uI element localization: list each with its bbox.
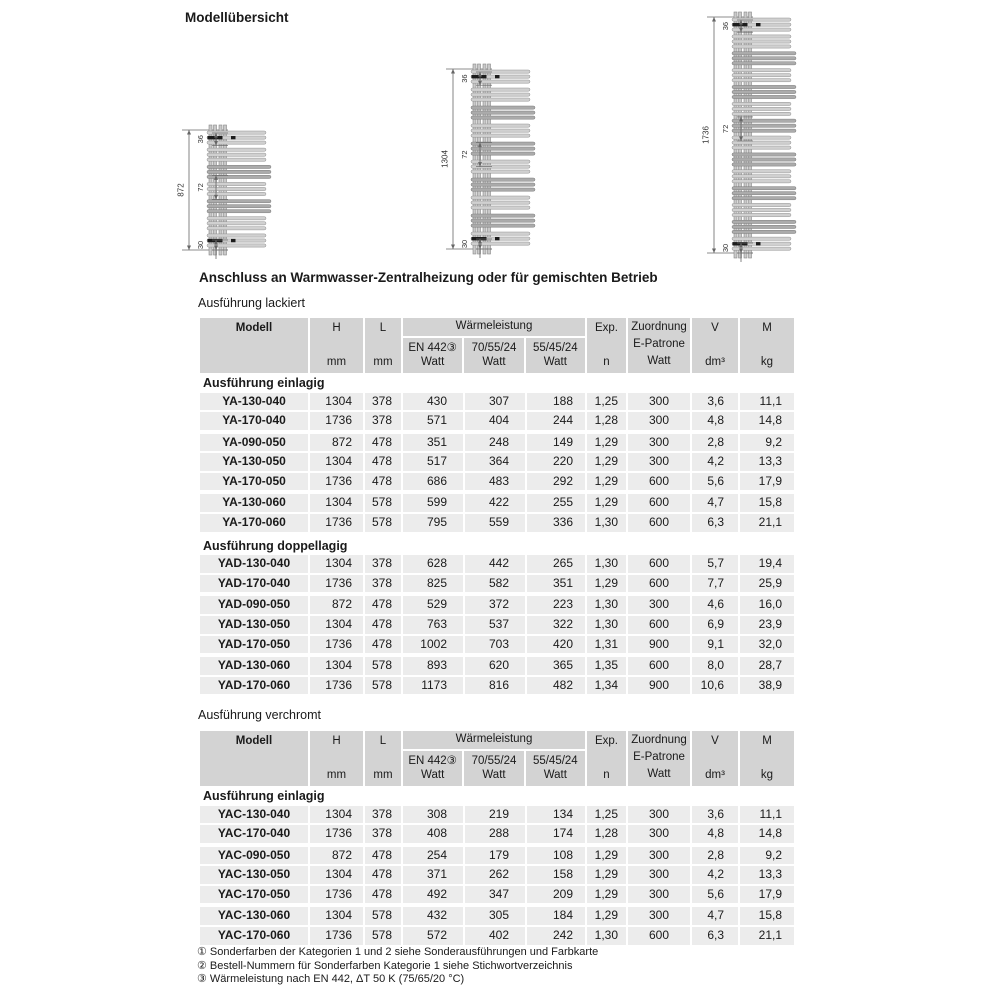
header-cell-exp: Exp. n bbox=[587, 731, 628, 786]
header-cell-zuordnung: Zuordnung E-Patrone Watt bbox=[628, 731, 692, 786]
value-cell: 795 bbox=[403, 514, 465, 532]
value-cell: 582 bbox=[465, 575, 527, 593]
value-cell: 1,29 bbox=[587, 907, 628, 925]
value-cell: 351 bbox=[527, 575, 587, 593]
value-cell: 1304 bbox=[310, 393, 365, 411]
value-cell: 17,9 bbox=[740, 886, 796, 904]
value-cell: 1,29 bbox=[587, 575, 628, 593]
table-header bbox=[200, 318, 796, 373]
value-cell: 1736 bbox=[310, 575, 365, 593]
value-cell: 2,8 bbox=[692, 434, 740, 452]
value-cell: 478 bbox=[365, 886, 403, 904]
table-row bbox=[200, 657, 796, 675]
value-cell: 1736 bbox=[310, 636, 365, 654]
svg-text:872: 872 bbox=[176, 183, 186, 197]
model-cell: YAD-130-060 bbox=[200, 657, 310, 675]
header-cell-m: M kg bbox=[740, 318, 796, 373]
header-cell-554524: 55/45/24 Watt bbox=[532, 342, 578, 368]
section-heading: Anschluss an Warmwasser-Zentralheizung oder für gemischten Betrieb bbox=[199, 270, 658, 285]
value-cell: 262 bbox=[465, 866, 527, 884]
value-cell: 893 bbox=[403, 657, 465, 675]
value-cell: 300 bbox=[628, 886, 692, 904]
value-cell: 300 bbox=[628, 825, 692, 843]
value-cell: 1,29 bbox=[587, 494, 628, 512]
table-row bbox=[200, 596, 796, 614]
value-cell: 2,8 bbox=[692, 847, 740, 865]
value-cell: 1304 bbox=[310, 806, 365, 824]
header-cell-705524: 70/55/24 Watt bbox=[464, 751, 525, 786]
header-cell-v: V dm³ bbox=[692, 731, 740, 786]
header-cell-en442: EN 442③ Watt bbox=[403, 338, 464, 373]
value-cell: 600 bbox=[628, 494, 692, 512]
table-header bbox=[200, 731, 796, 786]
value-cell: 9,2 bbox=[740, 847, 796, 865]
value-cell: 1736 bbox=[310, 825, 365, 843]
value-cell: 1,25 bbox=[587, 393, 628, 411]
value-cell: 1304 bbox=[310, 907, 365, 925]
value-cell: 308 bbox=[403, 806, 465, 824]
svg-text:72: 72 bbox=[196, 183, 205, 192]
value-cell: 134 bbox=[527, 806, 587, 824]
value-cell: 1736 bbox=[310, 927, 365, 945]
value-cell: 9,2 bbox=[740, 434, 796, 452]
value-cell: 174 bbox=[527, 825, 587, 843]
table-caption-lackiert: Ausführung lackiert bbox=[198, 296, 306, 310]
value-cell: 254 bbox=[403, 847, 465, 865]
value-cell: 300 bbox=[628, 806, 692, 824]
value-cell: 188 bbox=[527, 393, 587, 411]
value-cell: 600 bbox=[628, 473, 692, 491]
value-cell: 600 bbox=[628, 657, 692, 675]
value-cell: 15,8 bbox=[740, 494, 796, 512]
value-cell: 108 bbox=[527, 847, 587, 865]
value-cell: 220 bbox=[527, 453, 587, 471]
svg-text:30: 30 bbox=[721, 243, 730, 253]
value-cell: 184 bbox=[527, 907, 587, 925]
value-cell: 432 bbox=[403, 907, 465, 925]
value-cell: 763 bbox=[403, 616, 465, 634]
value-cell: 1,29 bbox=[587, 886, 628, 904]
value-cell: 478 bbox=[365, 596, 403, 614]
value-cell: 825 bbox=[403, 575, 465, 593]
radiator-diagram-1304 bbox=[440, 61, 546, 266]
model-cell: YAC-170-040 bbox=[200, 825, 310, 843]
table-body bbox=[200, 373, 796, 694]
value-cell: 5,6 bbox=[692, 473, 740, 491]
value-cell: 25,9 bbox=[740, 575, 796, 593]
section-label: Ausführung einlagig bbox=[200, 373, 796, 393]
value-cell: 7,7 bbox=[692, 575, 740, 593]
value-cell: 378 bbox=[365, 412, 403, 430]
table-row bbox=[200, 927, 796, 945]
value-cell: 578 bbox=[365, 514, 403, 532]
header-cell-h: H mm bbox=[310, 318, 365, 373]
value-cell: 179 bbox=[465, 847, 527, 865]
svg-text:72: 72 bbox=[721, 124, 730, 134]
footnotes bbox=[197, 946, 598, 987]
value-cell: 600 bbox=[628, 927, 692, 945]
value-cell: 300 bbox=[628, 393, 692, 411]
value-cell: 478 bbox=[365, 847, 403, 865]
model-cell: YA-170-050 bbox=[200, 473, 310, 491]
table-row bbox=[200, 907, 796, 925]
table-row bbox=[200, 886, 796, 904]
value-cell: 517 bbox=[403, 453, 465, 471]
value-cell: 1,29 bbox=[587, 453, 628, 471]
model-cell: YAC-130-050 bbox=[200, 866, 310, 884]
value-cell: 1,28 bbox=[587, 412, 628, 430]
value-cell: 599 bbox=[403, 494, 465, 512]
table-row bbox=[200, 393, 796, 411]
value-cell: 17,9 bbox=[740, 473, 796, 491]
header-cell-exp: Exp. n bbox=[587, 318, 628, 373]
value-cell: 300 bbox=[628, 866, 692, 884]
value-cell: 1,29 bbox=[587, 847, 628, 865]
value-cell: 300 bbox=[628, 596, 692, 614]
value-cell: 372 bbox=[465, 596, 527, 614]
value-cell: 578 bbox=[365, 494, 403, 512]
value-cell: 9,1 bbox=[692, 636, 740, 654]
table-row bbox=[200, 677, 796, 695]
value-cell: 4,6 bbox=[692, 596, 740, 614]
value-cell: 578 bbox=[365, 657, 403, 675]
value-cell: 4,8 bbox=[692, 825, 740, 843]
model-cell: YA-170-040 bbox=[200, 412, 310, 430]
value-cell: 600 bbox=[628, 555, 692, 573]
value-cell: 1,28 bbox=[587, 825, 628, 843]
value-cell: 219 bbox=[465, 806, 527, 824]
svg-text:36: 36 bbox=[196, 135, 205, 144]
value-cell: 900 bbox=[628, 636, 692, 654]
value-cell: 351 bbox=[403, 434, 465, 452]
value-cell: 19,4 bbox=[740, 555, 796, 573]
svg-text:30: 30 bbox=[460, 239, 469, 249]
value-cell: 578 bbox=[365, 907, 403, 925]
header-cell-modell: Modell bbox=[200, 731, 310, 786]
header-cell-l: L mm bbox=[365, 731, 403, 786]
value-cell: 300 bbox=[628, 453, 692, 471]
value-cell: 16,0 bbox=[740, 596, 796, 614]
value-cell: 38,9 bbox=[740, 677, 796, 695]
header-cell-705524: 70/55/24 Watt bbox=[464, 338, 525, 373]
value-cell: 14,8 bbox=[740, 412, 796, 430]
value-cell: 483 bbox=[465, 473, 527, 491]
value-cell: 529 bbox=[403, 596, 465, 614]
table-row bbox=[200, 434, 796, 452]
value-cell: 620 bbox=[465, 657, 527, 675]
value-cell: 1002 bbox=[403, 636, 465, 654]
header-group-waermeleistung: Wärmeleistung EN 442③ Watt 70/55/24 Watt 55/45/24 Watt bbox=[403, 731, 587, 786]
svg-text:1736: 1736 bbox=[701, 126, 711, 144]
value-cell: 1736 bbox=[310, 886, 365, 904]
value-cell: 5,6 bbox=[692, 886, 740, 904]
value-cell: 13,3 bbox=[740, 866, 796, 884]
model-cell: YA-130-040 bbox=[200, 393, 310, 411]
value-cell: 442 bbox=[465, 555, 527, 573]
value-cell: 1736 bbox=[310, 412, 365, 430]
value-cell: 900 bbox=[628, 677, 692, 695]
value-cell: 1304 bbox=[310, 555, 365, 573]
value-cell: 1304 bbox=[310, 453, 365, 471]
value-cell: 478 bbox=[365, 473, 403, 491]
table-row bbox=[200, 473, 796, 491]
header-cell-l: L mm bbox=[365, 318, 403, 373]
table-caption-verchromt: Ausführung verchromt bbox=[198, 708, 321, 722]
value-cell: 1,35 bbox=[587, 657, 628, 675]
value-cell: 1736 bbox=[310, 514, 365, 532]
value-cell: 404 bbox=[465, 412, 527, 430]
value-cell: 872 bbox=[310, 596, 365, 614]
svg-text:72: 72 bbox=[460, 150, 469, 159]
value-cell: 378 bbox=[365, 393, 403, 411]
value-cell: 21,1 bbox=[740, 514, 796, 532]
value-cell: 5,7 bbox=[692, 555, 740, 573]
section-label: Ausführung doppellagig bbox=[200, 536, 796, 556]
header-cell-modell: Modell bbox=[200, 318, 310, 373]
value-cell: 408 bbox=[403, 825, 465, 843]
value-cell: 255 bbox=[527, 494, 587, 512]
value-cell: 628 bbox=[403, 555, 465, 573]
value-cell: 600 bbox=[628, 514, 692, 532]
value-cell: 1,30 bbox=[587, 927, 628, 945]
value-cell: 686 bbox=[403, 473, 465, 491]
value-cell: 420 bbox=[527, 636, 587, 654]
value-cell: 6,3 bbox=[692, 514, 740, 532]
value-cell: 4,8 bbox=[692, 412, 740, 430]
model-cell: YAD-130-050 bbox=[200, 616, 310, 634]
model-cell: YAD-090-050 bbox=[200, 596, 310, 614]
header-cell-zuordnung: Zuordnung E-Patrone Watt bbox=[628, 318, 692, 373]
model-cell: YAD-170-060 bbox=[200, 677, 310, 695]
value-cell: 265 bbox=[527, 555, 587, 573]
value-cell: 572 bbox=[403, 927, 465, 945]
model-cell: YAC-130-060 bbox=[200, 907, 310, 925]
value-cell: 21,1 bbox=[740, 927, 796, 945]
svg-text:36: 36 bbox=[721, 21, 730, 31]
value-cell: 15,8 bbox=[740, 907, 796, 925]
value-cell: 482 bbox=[527, 677, 587, 695]
value-cell: 336 bbox=[527, 514, 587, 532]
value-cell: 305 bbox=[465, 907, 527, 925]
radiator-diagram-872 bbox=[176, 122, 282, 267]
value-cell: 478 bbox=[365, 636, 403, 654]
model-cell: YAC-170-050 bbox=[200, 886, 310, 904]
header-cell-v: V dm³ bbox=[692, 318, 740, 373]
value-cell: 14,8 bbox=[740, 825, 796, 843]
table-row bbox=[200, 847, 796, 865]
value-cell: 378 bbox=[365, 575, 403, 593]
model-cell: YAC-130-040 bbox=[200, 806, 310, 824]
table-row bbox=[200, 453, 796, 471]
value-cell: 300 bbox=[628, 847, 692, 865]
value-cell: 537 bbox=[465, 616, 527, 634]
model-cell: YAD-130-040 bbox=[200, 555, 310, 573]
model-cell: YAD-170-040 bbox=[200, 575, 310, 593]
value-cell: 23,9 bbox=[740, 616, 796, 634]
value-cell: 4,2 bbox=[692, 866, 740, 884]
value-cell: 1,29 bbox=[587, 473, 628, 491]
value-cell: 1304 bbox=[310, 657, 365, 675]
value-cell: 6,3 bbox=[692, 927, 740, 945]
page-title: Modellübersicht bbox=[185, 10, 289, 25]
value-cell: 1,31 bbox=[587, 636, 628, 654]
table-verchromt bbox=[200, 731, 796, 949]
header-cell-m: M kg bbox=[740, 731, 796, 786]
radiator-diagram-1736 bbox=[701, 9, 807, 270]
value-cell: 223 bbox=[527, 596, 587, 614]
value-cell: 578 bbox=[365, 677, 403, 695]
model-cell: YAC-090-050 bbox=[200, 847, 310, 865]
value-cell: 244 bbox=[527, 412, 587, 430]
svg-text:30: 30 bbox=[196, 240, 205, 250]
value-cell: 1,30 bbox=[587, 616, 628, 634]
table-row bbox=[200, 866, 796, 884]
value-cell: 288 bbox=[465, 825, 527, 843]
value-cell: 365 bbox=[527, 657, 587, 675]
value-cell: 559 bbox=[465, 514, 527, 532]
value-cell: 6,9 bbox=[692, 616, 740, 634]
value-cell: 371 bbox=[403, 866, 465, 884]
value-cell: 872 bbox=[310, 847, 365, 865]
value-cell: 872 bbox=[310, 434, 365, 452]
value-cell: 3,6 bbox=[692, 393, 740, 411]
value-cell: 478 bbox=[365, 453, 403, 471]
value-cell: 703 bbox=[465, 636, 527, 654]
table-row bbox=[200, 412, 796, 430]
value-cell: 347 bbox=[465, 886, 527, 904]
value-cell: 1736 bbox=[310, 473, 365, 491]
table-row bbox=[200, 616, 796, 634]
value-cell: 1,34 bbox=[587, 677, 628, 695]
value-cell: 209 bbox=[527, 886, 587, 904]
value-cell: 4,7 bbox=[692, 907, 740, 925]
value-cell: 478 bbox=[365, 866, 403, 884]
value-cell: 478 bbox=[365, 434, 403, 452]
table-row bbox=[200, 806, 796, 824]
value-cell: 32,0 bbox=[740, 636, 796, 654]
model-cell: YAD-170-050 bbox=[200, 636, 310, 654]
value-cell: 492 bbox=[403, 886, 465, 904]
value-cell: 1173 bbox=[403, 677, 465, 695]
value-cell: 478 bbox=[365, 616, 403, 634]
value-cell: 28,7 bbox=[740, 657, 796, 675]
value-cell: 402 bbox=[465, 927, 527, 945]
table-row bbox=[200, 825, 796, 843]
value-cell: 149 bbox=[527, 434, 587, 452]
model-cell: YA-170-060 bbox=[200, 514, 310, 532]
value-cell: 378 bbox=[365, 825, 403, 843]
value-cell: 300 bbox=[628, 434, 692, 452]
value-cell: 578 bbox=[365, 927, 403, 945]
value-cell: 1,29 bbox=[587, 434, 628, 452]
value-cell: 13,3 bbox=[740, 453, 796, 471]
table-lackiert bbox=[200, 318, 796, 698]
table-row bbox=[200, 575, 796, 593]
model-cell: YA-130-060 bbox=[200, 494, 310, 512]
value-cell: 1304 bbox=[310, 866, 365, 884]
value-cell: 158 bbox=[527, 866, 587, 884]
value-cell: 1,30 bbox=[587, 555, 628, 573]
value-cell: 307 bbox=[465, 393, 527, 411]
value-cell: 571 bbox=[403, 412, 465, 430]
model-cell: YA-090-050 bbox=[200, 434, 310, 452]
value-cell: 430 bbox=[403, 393, 465, 411]
section-label: Ausführung einlagig bbox=[200, 786, 796, 806]
model-cell: YAC-170-060 bbox=[200, 927, 310, 945]
value-cell: 1,30 bbox=[587, 596, 628, 614]
value-cell: 600 bbox=[628, 616, 692, 634]
value-cell: 10,6 bbox=[692, 677, 740, 695]
value-cell: 600 bbox=[628, 575, 692, 593]
header-group-waermeleistung: Wärmeleistung EN 442③ Watt 70/55/24 Watt 55/45/24 Watt bbox=[403, 318, 587, 373]
value-cell: 300 bbox=[628, 907, 692, 925]
value-cell: 378 bbox=[365, 806, 403, 824]
header-cell-en442: EN 442③ Watt bbox=[403, 751, 464, 786]
model-cell: YA-130-050 bbox=[200, 453, 310, 471]
table-row bbox=[200, 514, 796, 532]
footnote-3: ③ Wärmeleistung nach EN 442, ΔT 50 K (75/65/20 °C) bbox=[197, 973, 465, 985]
value-cell: 8,0 bbox=[692, 657, 740, 675]
footnote-2: ② Bestell-Nummern für Sonderfarben Kategorie 1 siehe Stichwortverzeichnis bbox=[197, 959, 573, 972]
header-cell-554524: 55/45/24 Watt bbox=[532, 755, 578, 781]
value-cell: 322 bbox=[527, 616, 587, 634]
value-cell: 378 bbox=[365, 555, 403, 573]
table-row bbox=[200, 494, 796, 512]
table-row bbox=[200, 636, 796, 654]
value-cell: 248 bbox=[465, 434, 527, 452]
value-cell: 1736 bbox=[310, 677, 365, 695]
value-cell: 1,30 bbox=[587, 514, 628, 532]
value-cell: 364 bbox=[465, 453, 527, 471]
value-cell: 1,25 bbox=[587, 806, 628, 824]
footnote-1: ① Sonderfarben der Kategorien 1 und 2 siehe Sonderausführungen und Farbkarte bbox=[197, 946, 599, 958]
value-cell: 292 bbox=[527, 473, 587, 491]
value-cell: 11,1 bbox=[740, 806, 796, 824]
value-cell: 1304 bbox=[310, 616, 365, 634]
value-cell: 816 bbox=[465, 677, 527, 695]
value-cell: 3,6 bbox=[692, 806, 740, 824]
table-body bbox=[200, 786, 796, 945]
svg-text:1304: 1304 bbox=[440, 150, 450, 168]
value-cell: 422 bbox=[465, 494, 527, 512]
value-cell: 300 bbox=[628, 412, 692, 430]
table-row bbox=[200, 555, 796, 573]
value-cell: 4,7 bbox=[692, 494, 740, 512]
value-cell: 1304 bbox=[310, 494, 365, 512]
value-cell: 1,29 bbox=[587, 866, 628, 884]
value-cell: 11,1 bbox=[740, 393, 796, 411]
value-cell: 4,2 bbox=[692, 453, 740, 471]
svg-text:36: 36 bbox=[460, 74, 469, 83]
value-cell: 242 bbox=[527, 927, 587, 945]
header-cell-h: H mm bbox=[310, 731, 365, 786]
